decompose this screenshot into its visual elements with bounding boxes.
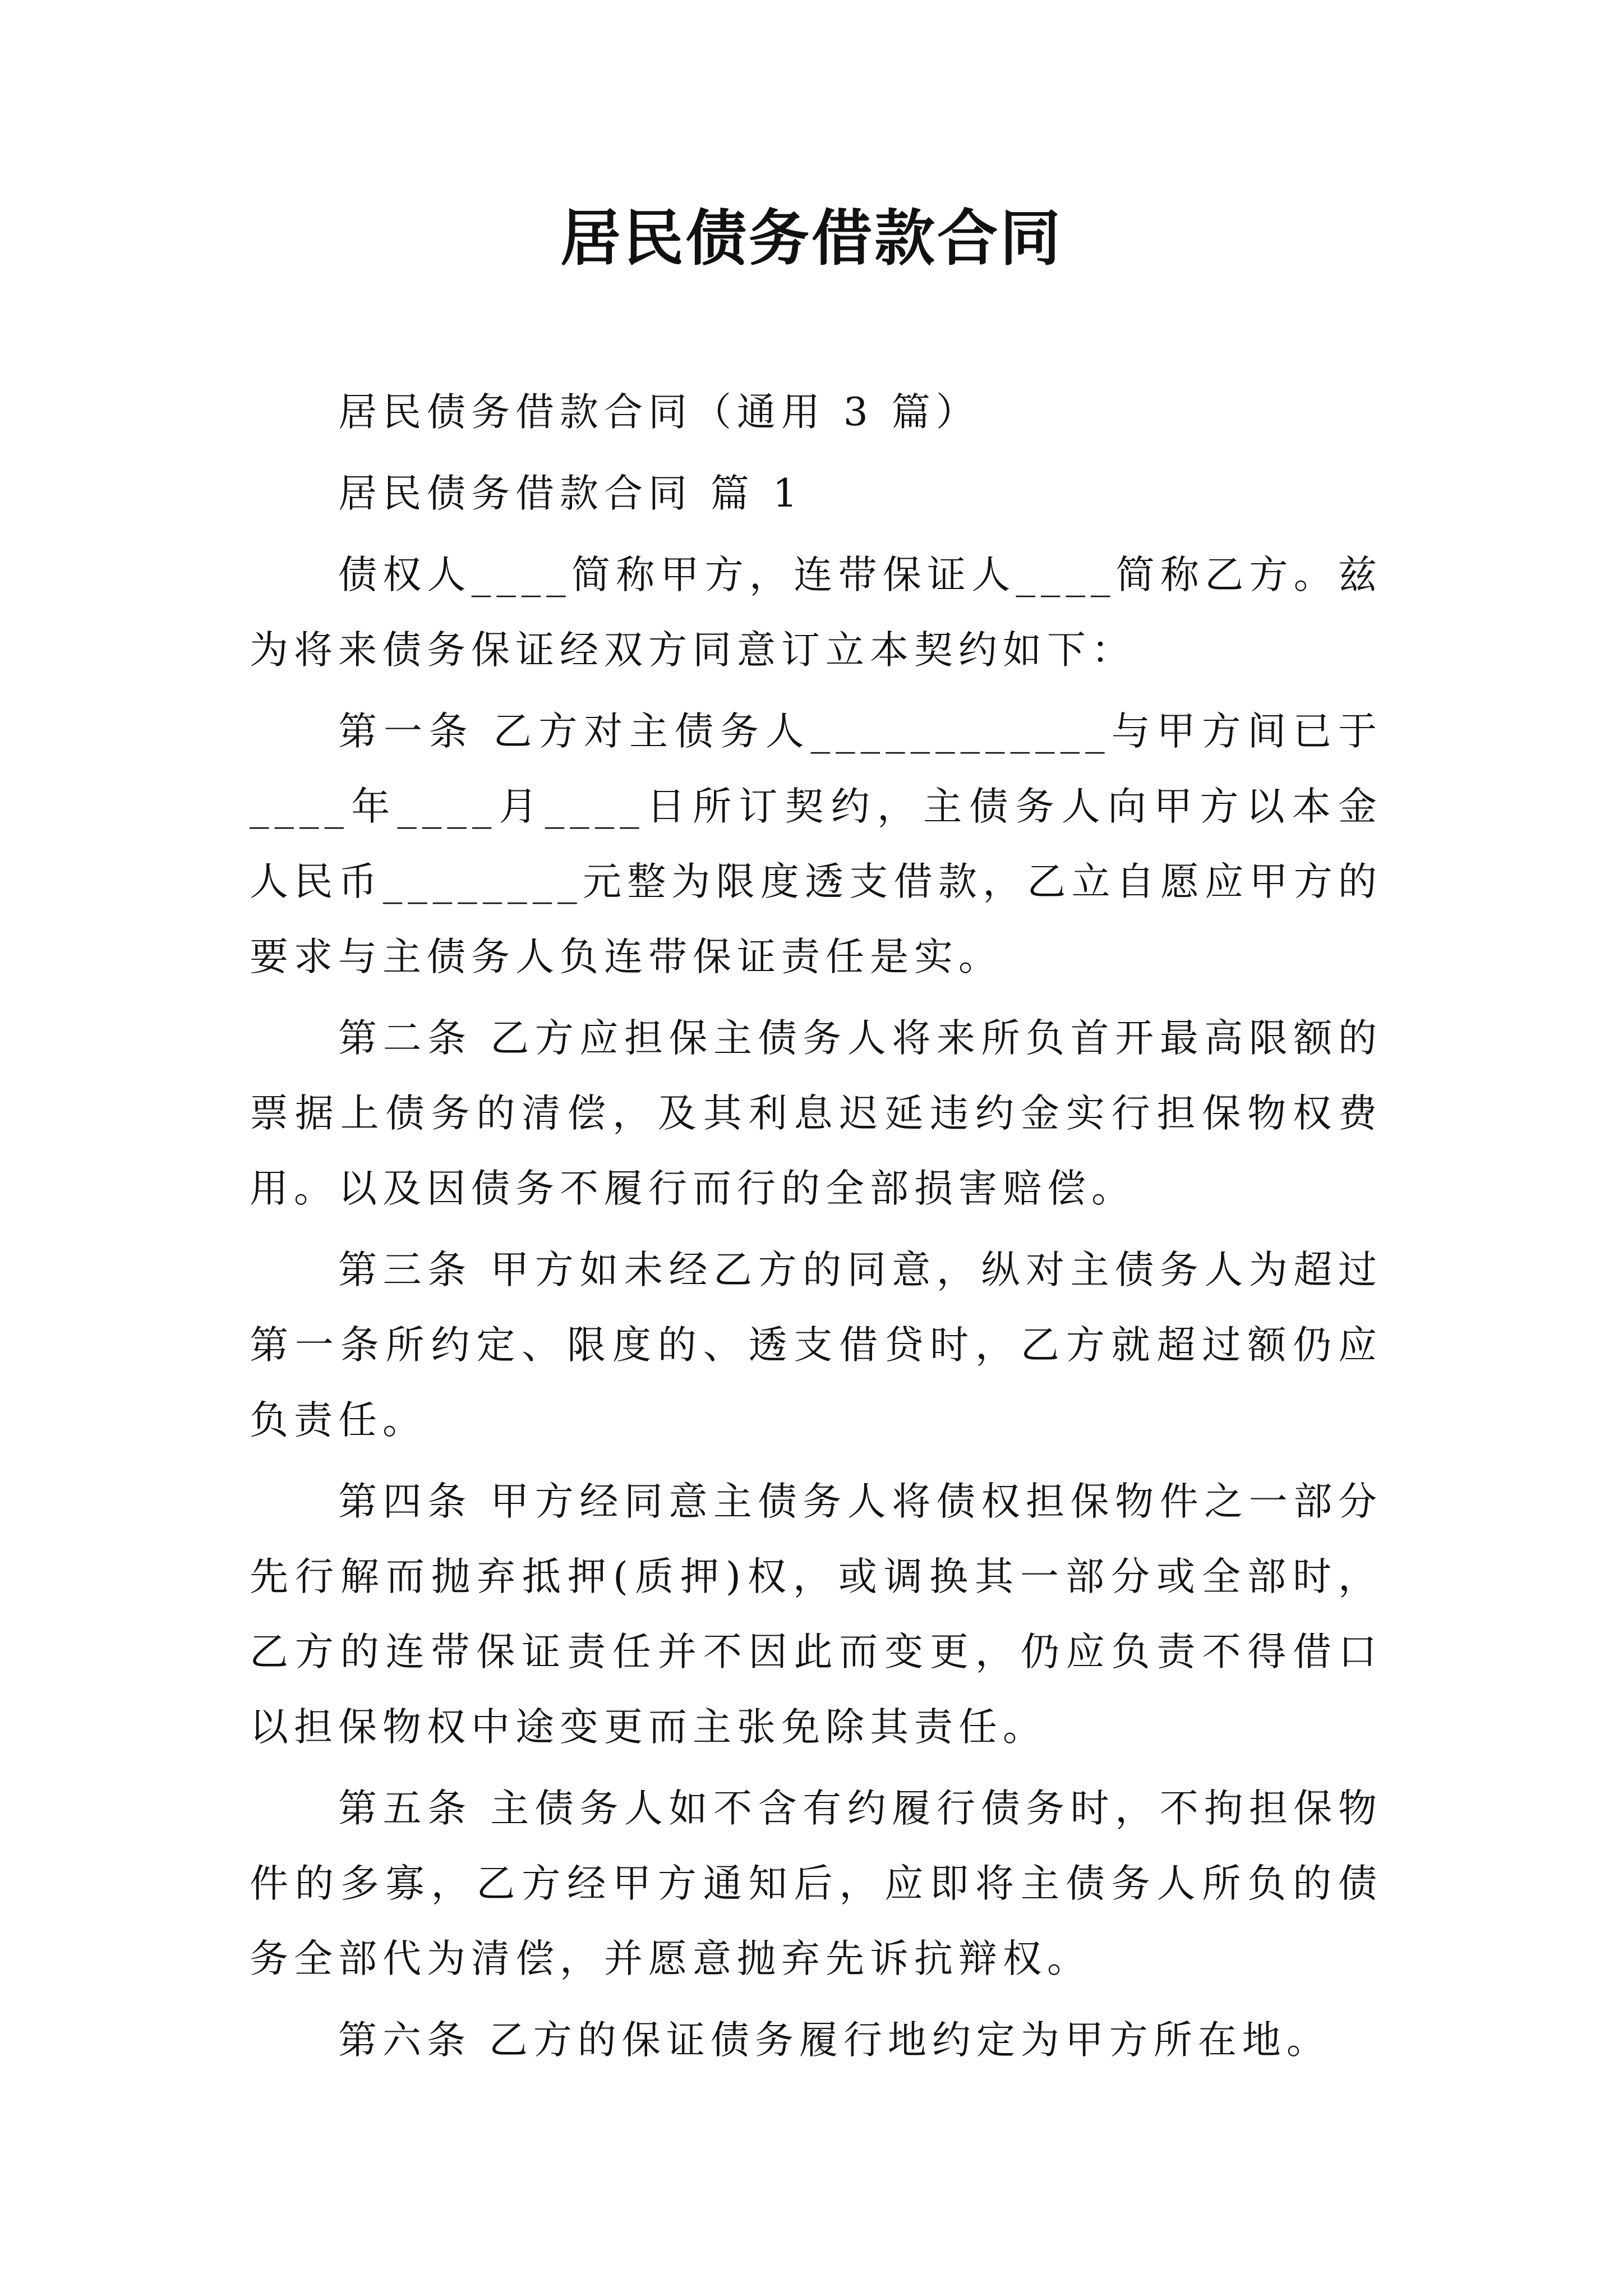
paragraph-article-5: 第五条 主债务人如不含有约履行债务时，不拘担保物件的多寡，乙方经甲方通知后，应即将主债务人所负的债务全部代为清偿，并愿意抛弃先诉抗辩权。 [250, 1786, 1382, 1981]
paragraph-article-1: 第一条 乙方对主债务人____________与甲方间已于____年____月____日所订契约，主债务人向甲方以本金人民币________元整为限度透支借款，乙立自愿应甲方的要求与主债务人负连带保证责任是实。 [250, 709, 1382, 979]
section-heading: 居民债务借款合同 篇 1 [338, 471, 803, 516]
document-body [250, 375, 1382, 2084]
paragraph-article-4: 第四条 甲方经同意主债务人将债权担保物件之一部分先行解而抛弃抵押(质押)权，或调换其一部分或全部时，乙方的连带保证责任并不因此而变更，仍应负责不得借口以担保物权中途变更而主张免除其责任。 [250, 1479, 1382, 1750]
paragraph-article-3: 第三条 甲方如未经乙方的同意，纵对主债务人为超过第一条所约定、限度的、透支借贷时，乙方就超过额仍应负责任。 [250, 1248, 1382, 1443]
paragraph-preamble: 债权人____简称甲方，连带保证人____简称乙方。兹为将来债务保证经双方同意订立本契约如下： [250, 553, 1382, 673]
paragraph-article-6: 第六条 乙方的保证债务履行地约定为甲方所在地。 [338, 2018, 1331, 2063]
document-title: 居民债务借款合同 [560, 203, 1063, 274]
subtitle: 居民债务借款合同（通用 3 篇） [338, 390, 980, 435]
paragraph-article-2: 第二条 乙方应担保主债务人将来所负首开最高限额的票据上债务的清偿，及其利息迟延违约金实行担保物权费用。以及因债务不履行而行的全部损害赔偿。 [250, 1016, 1382, 1211]
